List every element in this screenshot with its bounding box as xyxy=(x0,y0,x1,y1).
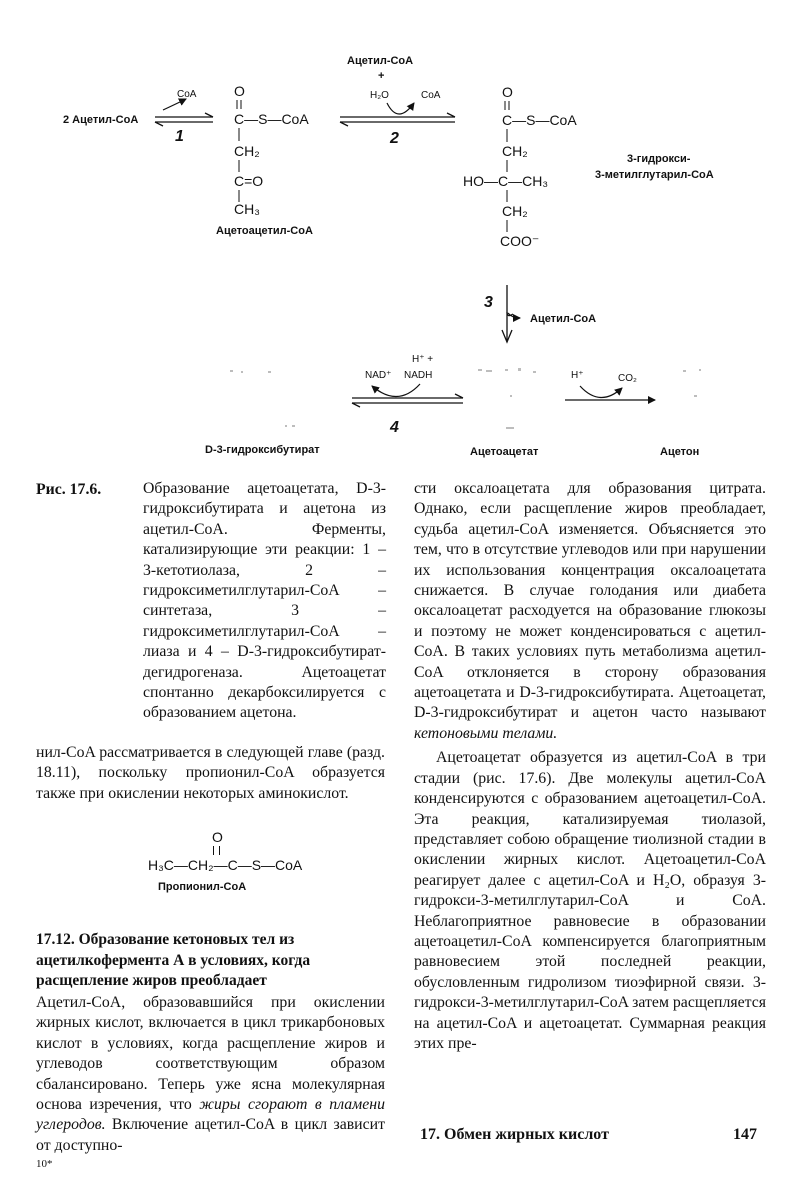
hmg-thioester-group: C—S—CoA xyxy=(502,112,577,128)
h-plus-plus: H⁺ + xyxy=(412,354,434,365)
hmg-carboxylate: COO⁻ xyxy=(500,233,540,249)
step-3-number: 3 xyxy=(484,294,493,311)
left-main-text-2: Включение ацетил-CoA в цикл зависит от доступно- xyxy=(36,1116,385,1154)
co2-curved-arrow xyxy=(580,386,622,398)
hmg-methylene-2: CH₂ xyxy=(502,203,528,219)
right-paragraph-1 xyxy=(414,479,766,744)
propionyl-double-bond xyxy=(213,846,220,855)
propionyl-oxygen: O xyxy=(212,829,223,845)
nadh-curved-arrow-4 xyxy=(372,384,420,397)
nad-plus: NAD⁺ xyxy=(365,370,392,381)
page-number: 147 xyxy=(733,1126,757,1143)
h2o-curved-arrow-2 xyxy=(387,103,414,114)
left-main-text-1: Ацетил-CoA, образовавшийся при окислении жирных кислот, включается в цикл трикарбоновых кислот в условиях, когда расщепление жиров и углеводов соответствующим образом сбалансировано. Теперь уже ясна молекулярная основа изречения, что xyxy=(36,994,385,1114)
plus-sign: + xyxy=(378,70,385,82)
acetone-label: Ацетон xyxy=(660,446,700,458)
step-1-number: 1 xyxy=(175,128,184,145)
acetoacetyl-coa-label: Ацетоацетил-CoA xyxy=(216,225,313,237)
reaction-scheme xyxy=(0,0,808,470)
right-paragraph-2: Ацетоацетат образуется из ацетил-CoA в три стадии (рис. 17.6). Две молекулы ацетил-CoA конденсируются с образованием ацетоацетил-CoA. Эта реакция, катализируемая тиолазой, представляет собою обращение тиолизной стадии в окислении жирных кислот. Ацетоацетил-CoA реагирует далее с ацетил-CoA и H₂O, образуя 3-гидрокси-3-метилглутарил-CoA и CoA. Неблагоприятное равновесие в образовании ацетоацетил-CoA компенсируется благоприятным равновесием этой последней реакции, обусловленным гидролизом тиоэфирной связи. 3-гидрокси-3-метилглутарил-CoA затем расщепляется на ацетил-CoA и ацетоацетат. Суммарная реакция этих пре- xyxy=(414,749,766,1052)
hmg-coa-label-line1: 3-гидрокси- xyxy=(627,153,691,165)
step-3-arrow xyxy=(507,285,513,316)
signature-mark: 10* xyxy=(36,1158,53,1170)
left-paragraph-main xyxy=(36,993,385,1156)
step-2-number: 2 xyxy=(390,130,399,147)
figure-label: Рис. 17.6. xyxy=(36,481,102,498)
acetoacetyl-coa-structure xyxy=(234,83,309,217)
methyl-group: CH₃ xyxy=(234,201,260,217)
hmg-carbonyl-oxygen: O xyxy=(502,84,513,100)
figure-caption: Образование ацетоацетата, D-3-гидроксибутирата и ацетона из ацетил-CoA. Ферменты, катализирующие эти реакции: 1 – 3-кетотиолаза, 2 – гидроксиметилглутарил-CoA – синтетаза, 3 – гидроксиметилглутарил-CoA – лиаза и 4 – D-3-гидроксибутират-дегидрогеназа. Ацетоацетат спонтанно декарбоксилируется с образованием ацетона. xyxy=(143,480,386,722)
acetyl-coa-step3-label: Ацетил-CoA xyxy=(530,313,597,325)
keto-group: C=O xyxy=(234,173,264,189)
hmg-coa-structure xyxy=(463,84,577,249)
acetyl-coa-top-label: Ацетил-CoA xyxy=(347,55,414,67)
hmg-coa-label-line2: 3-метилглутарил-CoA xyxy=(595,169,714,181)
left-main-italic: жиры сгорают в пламени углеродов. xyxy=(36,1096,386,1134)
h-plus-decarboxylation: H⁺ xyxy=(571,370,584,381)
acetyl-coa-release-arrow xyxy=(508,313,520,318)
right-para1-text: сти оксалоацетата для образования цитрата. Однако, если расщепление жиров преобладает, судьба ацетил-CoA изменяется. Объясняется это тем, что в отсутствие углеводов или при нарушении их использования концентрация оксалоацетата снижается. В случае голодания или диабета оксалоацетат расходуется на образование глюкозы и поэтому не может конденсироваться с ацетил-CoA. В таких условиях путь метаболизма ацетил-CoA отклоняется в сторону образования ацетоацетата и D-3-гидроксибутирата. Ацетоацетат, D-3-гидроксибутират и ацетон часто называют xyxy=(414,480,766,722)
right-column xyxy=(414,479,766,1054)
hydroxybutyrate-label: D-3-гидроксибутират xyxy=(205,444,320,456)
chapter-footer: 17. Обмен жирных кислот xyxy=(420,1126,609,1143)
right-para1-italic: кетоновыми телами. xyxy=(414,724,558,742)
acetoacetate-label: Ацетоацетат xyxy=(470,446,539,458)
carbonyl-oxygen: O xyxy=(234,83,245,99)
hmg-hydroxy-carbon: HO—C—CH₃ xyxy=(463,173,549,189)
h2o-reagent: H₂O xyxy=(370,90,389,101)
coa-released-step1: CoA xyxy=(177,89,197,100)
propionyl-coa-label: Пропионил-CoA xyxy=(158,881,247,893)
nadh: NADH xyxy=(404,370,433,381)
hmg-methylene-1: CH₂ xyxy=(502,143,528,159)
co2-released: CO₂ xyxy=(618,373,637,384)
thioester-group: C—S—CoA xyxy=(234,111,309,127)
methylene-group: CH₂ xyxy=(234,143,260,159)
two-acetyl-coa-label: 2 Ацетил-CoA xyxy=(63,114,139,126)
propionyl-formula: H₃C—CH₂—C—S—CoA xyxy=(148,857,303,873)
section-heading: 17.12. Образование кетоновых тел из ацетилкофермента А в условиях, когда расщепление жиров преобладает xyxy=(36,931,311,989)
step-4-number: 4 xyxy=(390,419,399,436)
left-paragraph-top: нил-CoA рассматривается в следующей главе (разд. 18.11), поскольку пропионил-CoA образуется также при окислении некоторых аминокислот. xyxy=(36,744,385,802)
coa-curved-arrow-1 xyxy=(163,99,186,110)
coa-released-step2: CoA xyxy=(421,90,441,101)
